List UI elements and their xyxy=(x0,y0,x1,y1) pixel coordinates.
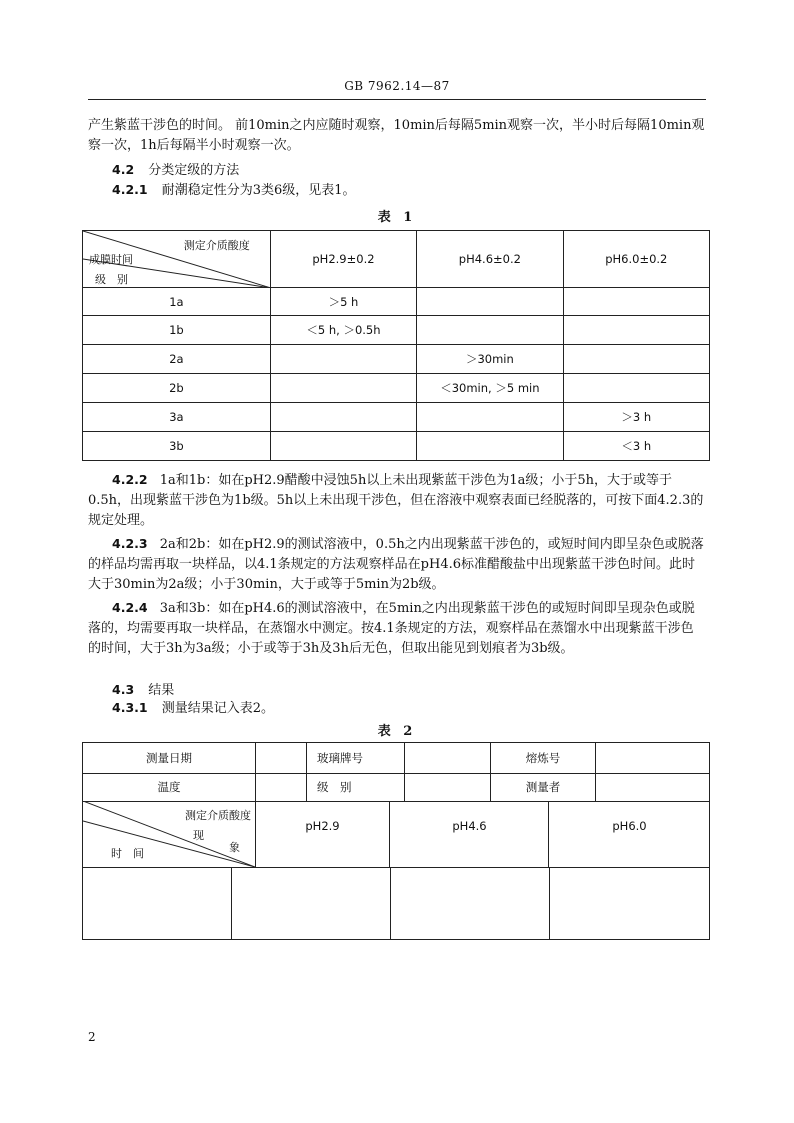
value-grade[interactable] xyxy=(406,773,491,801)
label-temperature: 温度 xyxy=(83,773,256,801)
value-cell xyxy=(417,432,563,461)
document-code: GB 7962.14—87 xyxy=(344,79,450,93)
table-row xyxy=(83,345,710,374)
table-2-row-1 xyxy=(83,743,709,774)
table-row xyxy=(83,288,710,316)
value-cell xyxy=(270,432,416,461)
table-1-caption: 表 1 xyxy=(377,210,417,225)
value-cell: ＞30min xyxy=(417,345,563,374)
section-title: 分类定级的方法 xyxy=(148,163,240,178)
table-1-corner-cell xyxy=(83,231,271,288)
section-4-2-heading xyxy=(112,160,706,181)
column-header: pH2.9±0.2 xyxy=(270,231,416,288)
time-cell[interactable] xyxy=(83,868,232,939)
value-cell-ph6-0[interactable] xyxy=(550,868,709,939)
corner-label-film-time: 成膜时间 xyxy=(89,253,133,266)
label-date: 测量日期 xyxy=(83,743,256,773)
section-4-2-3 xyxy=(88,534,706,595)
column-header: pH6.0 xyxy=(612,819,647,833)
label-glass-brand: 玻璃牌号 xyxy=(307,743,405,773)
section-number: 4.2.4 xyxy=(112,600,148,615)
grade-cell: 1b xyxy=(83,316,271,345)
table-row xyxy=(83,316,710,345)
section-text: 测量结果记入表2。 xyxy=(161,701,275,716)
table-row xyxy=(83,403,710,432)
value-cell xyxy=(270,345,416,374)
section-number: 4.3 xyxy=(112,682,135,697)
table-row xyxy=(83,432,710,461)
table-1 xyxy=(82,230,710,461)
value-cell-ph4-6[interactable] xyxy=(391,868,550,939)
value-cell: ＞3 h xyxy=(563,403,709,432)
table-2-corner-cell xyxy=(83,801,256,867)
value-cell-ph2-9[interactable] xyxy=(232,868,391,939)
corner-label-grade: 级 别 xyxy=(95,273,128,286)
value-cell xyxy=(563,288,709,316)
corner-label-phenomenon-2: 象 xyxy=(229,841,240,854)
value-cell xyxy=(270,403,416,432)
paragraph-observation-timing: 产生紫蓝干涉色的时间。 前10min之内应随时观察，10min后每隔5min观察一次，半小时后每隔10min观察一次，1h后每隔半小时观察一次。 xyxy=(88,118,705,153)
column-header: pH4.6±0.2 xyxy=(417,231,563,288)
table-2-row-2 xyxy=(83,773,709,802)
grade-cell: 2a xyxy=(83,345,271,374)
table-2-data-row xyxy=(83,868,709,939)
corner-label-acidity: 测定介质酸度 xyxy=(185,809,251,822)
column-header: pH4.6 xyxy=(391,801,549,867)
value-cell: ＜30min, ＞5 min xyxy=(417,374,563,403)
value-cell: ＜3 h xyxy=(563,432,709,461)
corner-label-acidity: 测定介质酸度 xyxy=(183,239,250,252)
section-number: 4.2.1 xyxy=(112,182,148,197)
page-number: 2 xyxy=(88,1030,96,1044)
section-number: 4.2 xyxy=(112,162,135,177)
section-number: 4.2.3 xyxy=(112,536,148,551)
value-measurer[interactable] xyxy=(596,773,709,801)
label-melt-number: 熔炼号 xyxy=(491,743,596,773)
table-2 xyxy=(82,742,710,940)
section-text: 2a和2b：如在pH2.9的测试溶液中，0.5h之内出现紫蓝干涉色的，或短时间内即呈杂色或脱落的样品均需再取一块样品，以4.1条规定的方法观察样品在pH4.6标准醋酸盐中出现紫蓝干涉色时间。此时大于30min为2a级；小于30min，大于或等于5min为2b级。 xyxy=(88,537,704,592)
section-4-2-1 xyxy=(112,180,706,201)
column-header: pH2.9 xyxy=(256,801,390,867)
grade-cell: 3a xyxy=(83,403,271,432)
value-cell xyxy=(563,345,709,374)
value-cell xyxy=(417,288,563,316)
value-cell: ＞5 h xyxy=(270,288,416,316)
value-cell xyxy=(417,316,563,345)
section-text: 耐潮稳定性分为3类6级，见表1。 xyxy=(161,183,356,198)
label-grade: 级 别 xyxy=(307,773,405,801)
table-2-header-row xyxy=(83,801,709,868)
section-text: 3a和3b：如在pH4.6的测试溶液中，在5min之内出现紫蓝干涉色的或短时间即呈现杂色或脱落的，均需要再取一块样品，在蒸馏水中测定。按4.1条规定的方法，观察样品在蒸馏水中出现紫蓝干涉色的时间，大于3h为3a级；小于或等于3h及3h后无色，但取出能见到划痕者为3b级。 xyxy=(88,601,695,656)
value-cell xyxy=(563,316,709,345)
value-temperature[interactable] xyxy=(256,773,307,801)
value-cell xyxy=(417,403,563,432)
section-text: 1a和1b：如在pH2.9醋酸中浸蚀5h以上未出现紫蓝干涉色为1a级；小于5h，大于或等于0.5h，出现紫蓝干涉色为1b级。5h以上未出现干涉色，但在溶液中观察表面已经脱落的，可按下面4.2.3的规定处理。 xyxy=(88,473,704,528)
section-number: 4.2.2 xyxy=(112,472,148,487)
corner-label-time: 时 间 xyxy=(111,847,144,860)
header-rule xyxy=(88,99,706,100)
corner-label-phenomenon-1: 现 xyxy=(193,829,204,842)
grade-cell: 1a xyxy=(83,288,271,316)
value-cell: ＜5 h, ＞0.5h xyxy=(270,316,416,345)
section-title: 结果 xyxy=(148,683,175,698)
column-header: pH6.0±0.2 xyxy=(563,231,709,288)
grade-cell: 2b xyxy=(83,374,271,403)
value-cell xyxy=(270,374,416,403)
table-2-caption: 表 2 xyxy=(377,724,417,739)
value-melt-number[interactable] xyxy=(596,743,709,773)
section-number: 4.3.1 xyxy=(112,700,148,715)
label-measurer: 测量者 xyxy=(491,773,596,801)
section-4-2-4 xyxy=(88,598,706,659)
value-cell xyxy=(563,374,709,403)
section-4-3-1 xyxy=(112,698,706,719)
grade-cell: 3b xyxy=(83,432,271,461)
table-row xyxy=(83,374,710,403)
value-glass-brand[interactable] xyxy=(406,743,491,773)
section-4-2-2 xyxy=(88,470,706,531)
value-date[interactable] xyxy=(256,743,307,773)
